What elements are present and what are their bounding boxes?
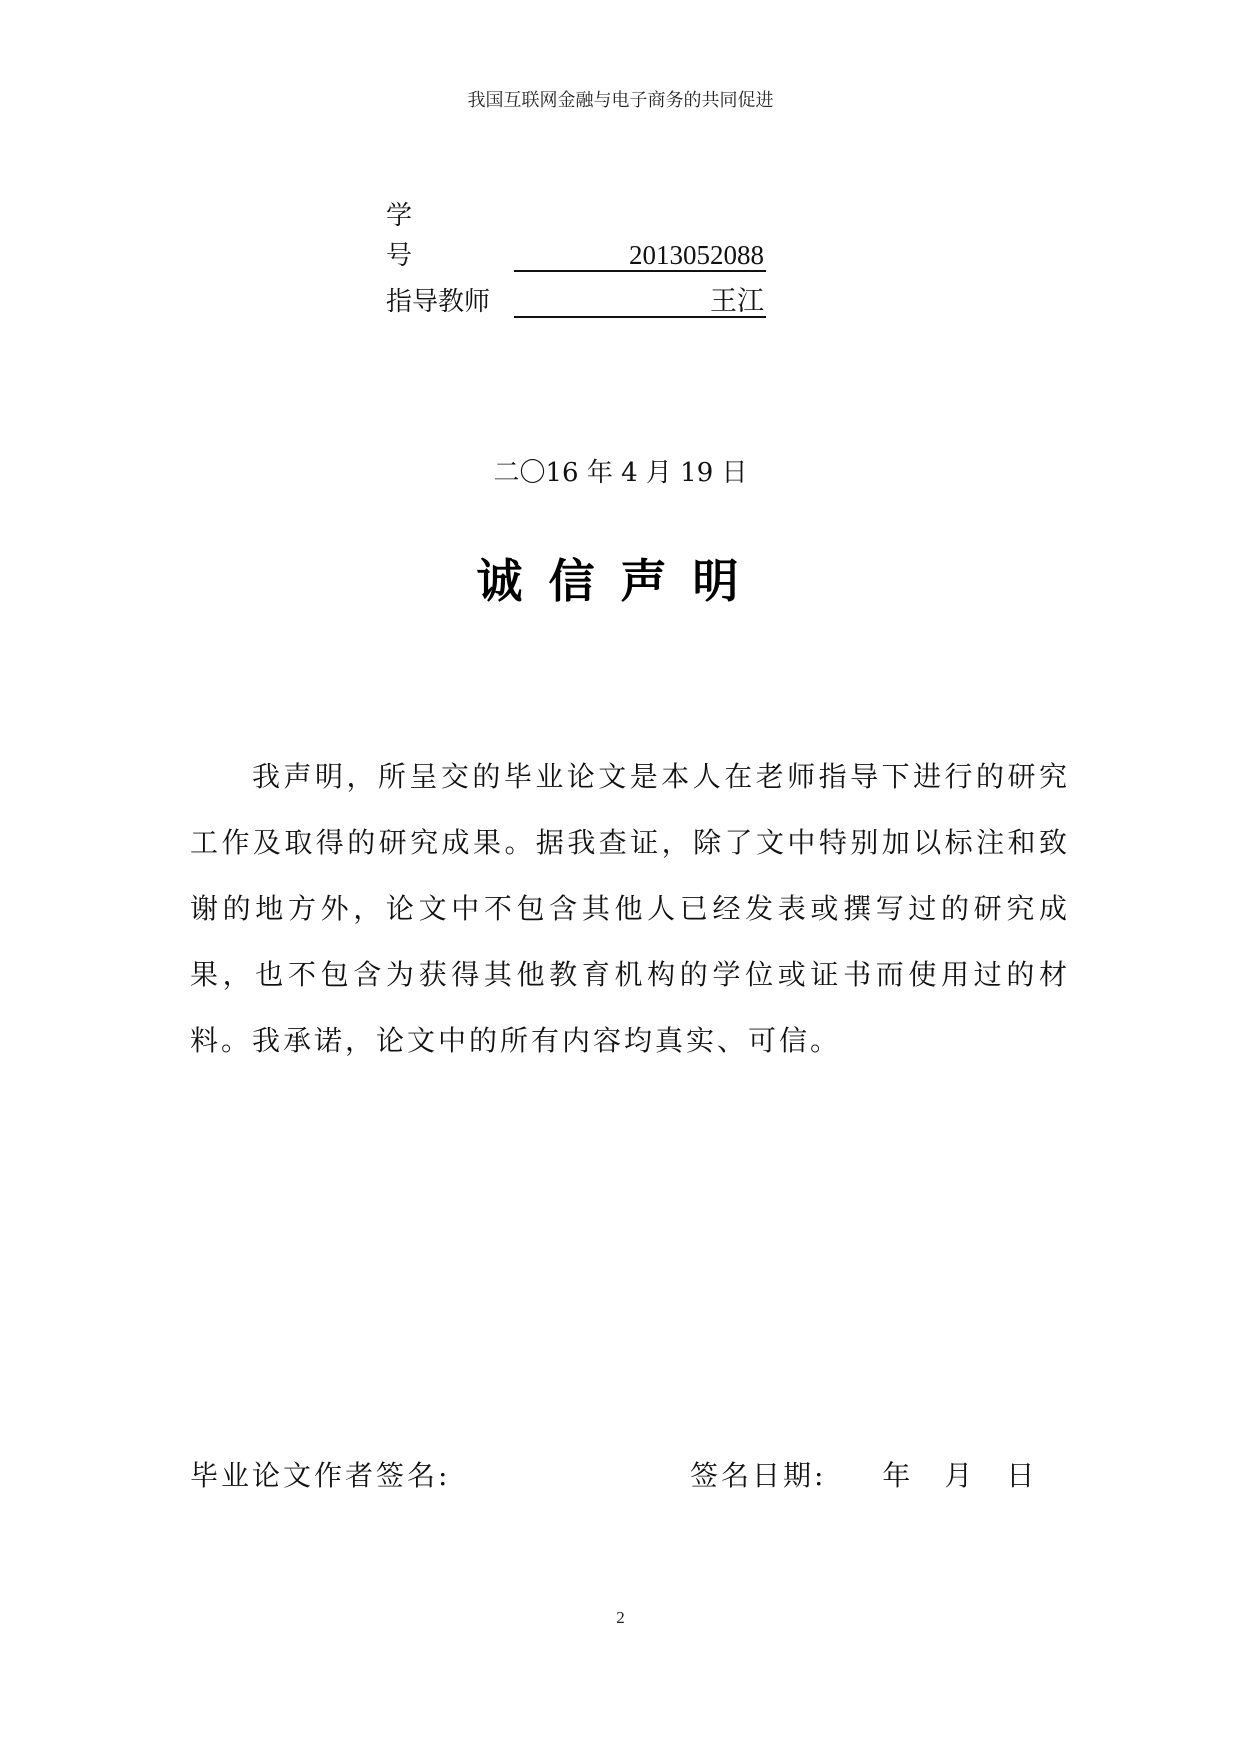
student-id-label: 学号 (386, 201, 469, 271)
page-number: 2 (616, 1608, 625, 1627)
student-id-row (386, 196, 766, 271)
signature-month: 月 (944, 1459, 976, 1492)
author-signature-label: 毕业论文作者签名: (190, 1459, 451, 1492)
advisor-label: 指导教师 (386, 287, 491, 317)
declaration-body: 我声明，所呈交的毕业论文是本人在老师指导下进行的研究工作及取得的研究成果。据我查证，除了文中特别加以标注和致谢的地方外，论文中不包含其他人已经发表或撰写过的研究成果，也不包含为获得其他教育机构的学位或证书而使用过的材料。我承诺，论文中的所有内容均真实、可信。 (190, 760, 1070, 1057)
signature-day: 日 (1006, 1459, 1038, 1492)
running-header: 我国互联网金融与电子商务的共同促进 (467, 90, 774, 111)
advisor-value: 王江 (514, 286, 766, 318)
advisor-row (386, 282, 766, 322)
signature-date-label: 签名日期: (690, 1459, 827, 1492)
author-signature-line (190, 1454, 450, 1498)
signature-year: 年 (882, 1459, 914, 1492)
signature-date-line (690, 1454, 1068, 1498)
declaration-title: 诚信声明 (476, 554, 765, 608)
student-id-value: 2013052088 (514, 240, 766, 272)
document-date: 二〇16 年 4 月 19 日 (493, 458, 748, 488)
